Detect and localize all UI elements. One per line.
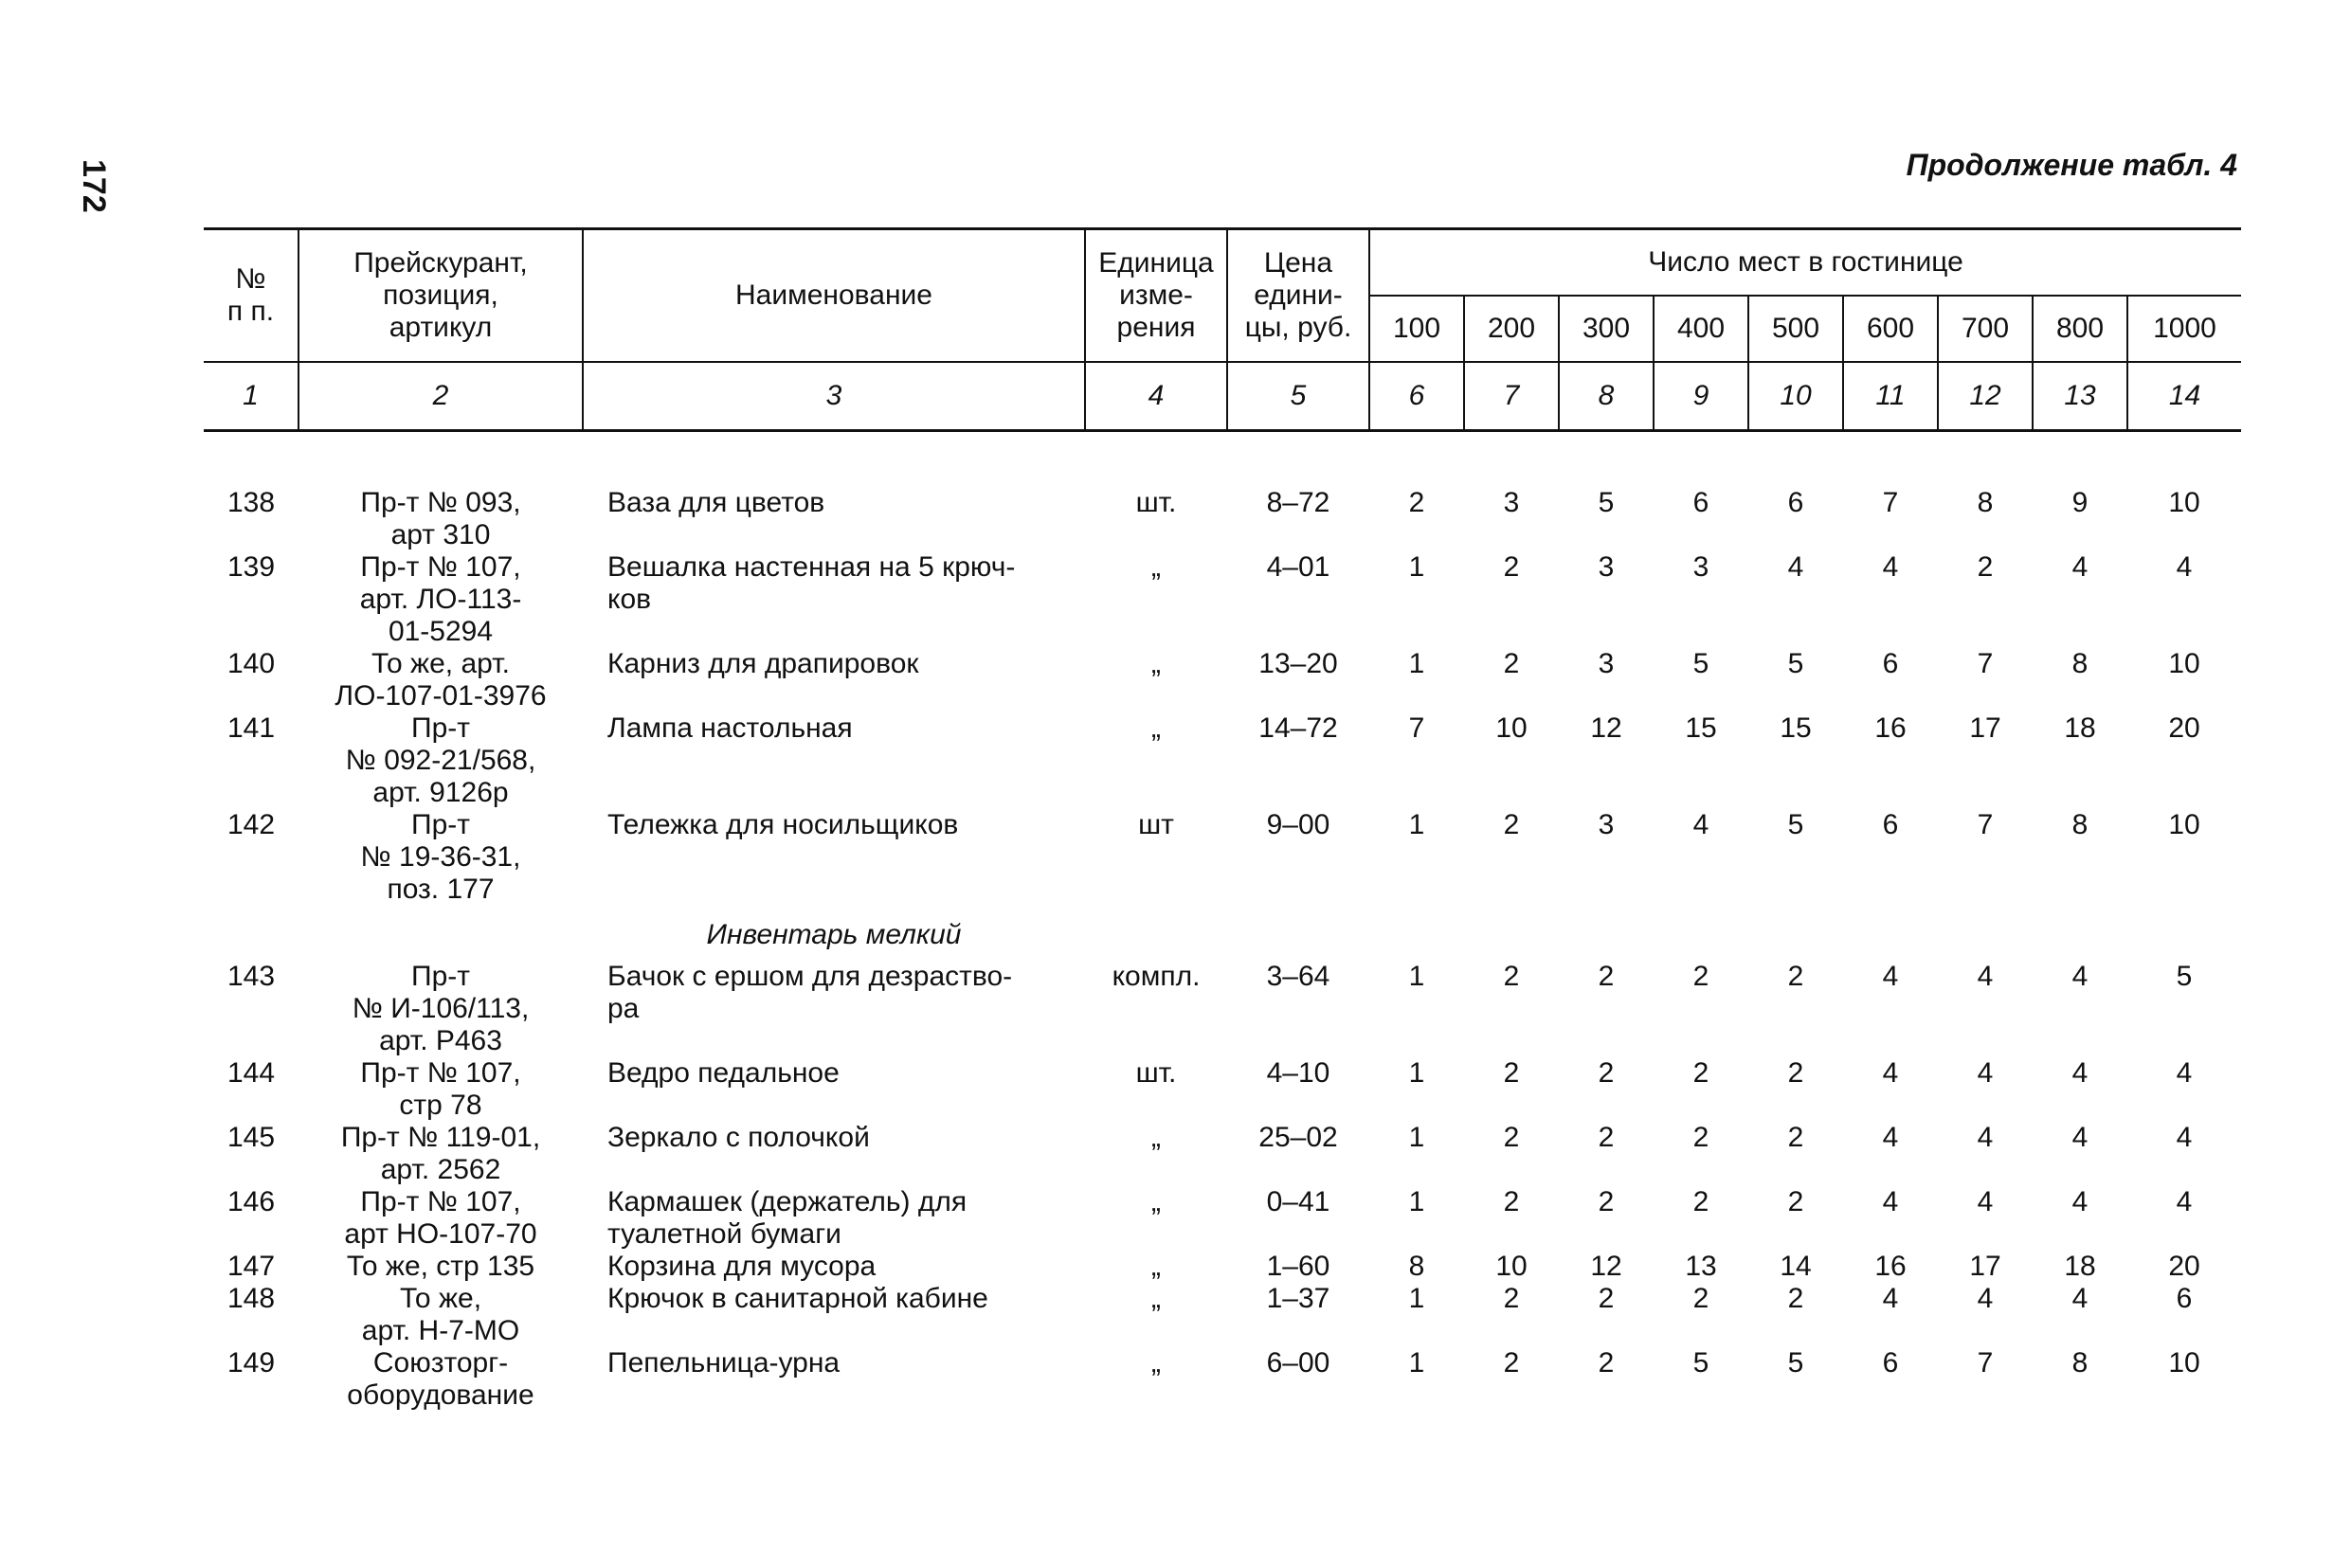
- row-quantity: 14: [1780, 1251, 1812, 1282]
- row-quantity: 10: [1495, 1251, 1528, 1282]
- row-quantity: 4: [2071, 961, 2089, 992]
- header-places-600: 600: [1843, 296, 1938, 362]
- table-row: [204, 1283, 2241, 1347]
- row-quantity: 2: [1692, 1283, 1709, 1314]
- column-number: 2: [298, 362, 583, 431]
- row-quantity: 1: [1408, 551, 1425, 583]
- row-quantity: 4: [2071, 1122, 2089, 1153]
- row-unit: „: [1151, 1347, 1161, 1379]
- row-item-name: Тележка для носильщиков: [607, 809, 959, 840]
- row-quantity: 2: [1503, 961, 1520, 992]
- row-pricelist-ref: Пр-т № 093, арт 310: [360, 487, 521, 550]
- row-quantity: 15: [1685, 712, 1717, 744]
- row-quantity: 10: [2168, 487, 2200, 518]
- row-quantity: 1: [1408, 1347, 1425, 1379]
- row-quantity: 16: [1874, 712, 1907, 744]
- row-unit-price: 1–60: [1266, 1251, 1330, 1282]
- row-number: 143: [226, 961, 276, 992]
- row-quantity: 4: [1882, 961, 1899, 992]
- row-quantity: 1: [1408, 648, 1425, 679]
- section-row: [204, 906, 2241, 961]
- row-quantity: 4: [2071, 1186, 2089, 1217]
- row-quantity: 2: [1503, 551, 1520, 583]
- header-unit: Единица изме- рения: [1085, 229, 1227, 363]
- row-pricelist-ref: Пр-т № 092-21/568, арт. 9126р: [345, 712, 536, 808]
- row-number: 148: [226, 1283, 276, 1314]
- row-unit: шт.: [1135, 487, 1177, 518]
- row-quantity: 8: [2071, 809, 2089, 840]
- row-quantity: 1: [1408, 1186, 1425, 1217]
- row-quantity: 10: [2168, 648, 2200, 679]
- row-quantity: 4: [1977, 1186, 1994, 1217]
- column-number: 13: [2033, 362, 2127, 431]
- header-places-1000: 1000: [2127, 296, 2241, 362]
- row-quantity: 7: [1977, 648, 1994, 679]
- row-item-name: Крючок в санитарной кабине: [607, 1283, 988, 1314]
- header-no: № п п.: [204, 229, 298, 363]
- row-pricelist-ref: Пр-т № 19-36-31, поз. 177: [360, 809, 521, 905]
- row-item-name: Корзина для мусора: [607, 1251, 877, 1282]
- row-item-name: Пепельница-урна: [607, 1347, 841, 1379]
- row-quantity: 4: [1977, 1283, 1994, 1314]
- row-quantity: 8: [1977, 487, 1994, 518]
- column-number: 9: [1654, 362, 1748, 431]
- row-quantity: 2: [1692, 1057, 1709, 1089]
- table-row: [204, 1122, 2241, 1186]
- row-unit: „: [1151, 1283, 1161, 1314]
- row-quantity: 18: [2064, 1251, 2096, 1282]
- row-number: 147: [226, 1251, 276, 1282]
- row-quantity: 4: [2071, 1283, 2089, 1314]
- row-unit-price: 8–72: [1266, 487, 1330, 518]
- row-quantity: 2: [1598, 961, 1615, 992]
- row-unit-price: 4–01: [1266, 551, 1330, 583]
- spacer-cell: [204, 431, 2241, 488]
- row-quantity: 15: [1780, 712, 1812, 744]
- row-unit-price: 6–00: [1266, 1347, 1330, 1379]
- header-places-700: 700: [1938, 296, 2033, 362]
- row-quantity: 4: [2176, 1186, 2193, 1217]
- row-quantity: 6: [1692, 487, 1709, 518]
- row-quantity: 5: [2176, 961, 2193, 992]
- row-pricelist-ref: Пр-т № 119-01, арт. 2562: [340, 1122, 541, 1185]
- row-quantity: 2: [1787, 961, 1804, 992]
- row-quantity: 2: [1977, 551, 1994, 583]
- row-unit-price: 1–37: [1266, 1283, 1330, 1314]
- row-quantity: 12: [1590, 1251, 1622, 1282]
- row-unit: „: [1151, 1251, 1161, 1282]
- row-quantity: 2: [1503, 1122, 1520, 1153]
- table-row: [204, 712, 2241, 809]
- row-pricelist-ref: Пр-т № 107, арт НО-107-70: [344, 1186, 537, 1250]
- column-number: 8: [1559, 362, 1654, 431]
- page-number: 172: [76, 159, 112, 213]
- table-row: [204, 961, 2241, 1057]
- header-places-100: 100: [1369, 296, 1464, 362]
- row-quantity: 4: [2176, 1057, 2193, 1089]
- table-row: [204, 1347, 2241, 1412]
- row-quantity: 7: [1977, 1347, 1994, 1379]
- row-unit: „: [1151, 1122, 1161, 1153]
- table-row: [204, 1251, 2241, 1283]
- column-number: 4: [1085, 362, 1227, 431]
- row-quantity: 20: [2168, 712, 2200, 744]
- table-row: [204, 809, 2241, 906]
- spacer-row: [204, 431, 2241, 488]
- row-quantity: 4: [1692, 809, 1709, 840]
- row-pricelist-ref: Пр-т № 107, арт. ЛО-113- 01-5294: [359, 551, 522, 647]
- row-quantity: 1: [1408, 1122, 1425, 1153]
- row-quantity: 2: [1503, 809, 1520, 840]
- row-unit: „: [1151, 712, 1161, 744]
- row-quantity: 9: [2071, 487, 2089, 518]
- row-quantity: 20: [2168, 1251, 2200, 1282]
- row-item-name: Ведро педальное: [607, 1057, 840, 1089]
- row-quantity: 2: [1598, 1122, 1615, 1153]
- row-quantity: 17: [1969, 712, 2001, 744]
- row-quantity: 6: [1882, 809, 1899, 840]
- row-unit: „: [1151, 648, 1161, 679]
- row-quantity: 10: [2168, 809, 2200, 840]
- column-number: 12: [1938, 362, 2033, 431]
- row-quantity: 6: [1787, 487, 1804, 518]
- row-quantity: 2: [1598, 1057, 1615, 1089]
- row-quantity: 2: [1503, 1347, 1520, 1379]
- row-number: 138: [226, 487, 276, 518]
- table-row: [204, 648, 2241, 712]
- row-quantity: 2: [1692, 1186, 1709, 1217]
- row-quantity: 4: [1882, 1283, 1899, 1314]
- row-quantity: 4: [1787, 551, 1804, 583]
- row-pricelist-ref: То же, арт. Н-7-МО: [361, 1283, 520, 1346]
- column-number: 5: [1227, 362, 1369, 431]
- row-quantity: 1: [1408, 961, 1425, 992]
- row-quantity: 2: [1503, 1283, 1520, 1314]
- row-quantity: 7: [1977, 809, 1994, 840]
- row-quantity: 4: [1882, 1122, 1899, 1153]
- row-item-name: Кармашек (держатель) для туалетной бумаги: [607, 1186, 968, 1250]
- row-quantity: 5: [1692, 648, 1709, 679]
- row-quantity: 17: [1969, 1251, 2001, 1282]
- section-title: Инвентарь мелкий: [706, 919, 962, 950]
- row-quantity: 4: [1977, 961, 1994, 992]
- row-number: 140: [226, 648, 276, 679]
- row-quantity: 2: [1692, 961, 1709, 992]
- row-quantity: 8: [2071, 648, 2089, 679]
- row-quantity: 5: [1787, 648, 1804, 679]
- column-number: 7: [1464, 362, 1559, 431]
- row-quantity: 4: [1977, 1122, 1994, 1153]
- row-quantity: 3: [1503, 487, 1520, 518]
- row-quantity: 5: [1692, 1347, 1709, 1379]
- row-quantity: 8: [1408, 1251, 1425, 1282]
- row-quantity: 3: [1598, 648, 1615, 679]
- header-places-400: 400: [1654, 296, 1748, 362]
- continuation-caption: Продолжение табл. 4: [1906, 148, 2237, 182]
- column-number: 10: [1748, 362, 1843, 431]
- row-item-name: Лампа настольная: [607, 712, 853, 744]
- row-unit: „: [1151, 551, 1161, 583]
- row-quantity: 4: [1882, 551, 1899, 583]
- row-quantity: 4: [1977, 1057, 1994, 1089]
- row-quantity: 5: [1787, 1347, 1804, 1379]
- row-quantity: 2: [1503, 648, 1520, 679]
- row-unit: „: [1151, 1186, 1161, 1217]
- row-quantity: 2: [1598, 1186, 1615, 1217]
- row-quantity: 10: [2168, 1347, 2200, 1379]
- row-quantity: 6: [1882, 1347, 1899, 1379]
- row-quantity: 7: [1408, 712, 1425, 744]
- row-pricelist-ref: То же, стр 135: [346, 1251, 535, 1282]
- row-quantity: 2: [1598, 1283, 1615, 1314]
- row-quantity: 2: [1408, 487, 1425, 518]
- header-places-300: 300: [1559, 296, 1654, 362]
- row-quantity: 4: [1882, 1057, 1899, 1089]
- row-quantity: 6: [1882, 648, 1899, 679]
- row-pricelist-ref: Пр-т № 107, стр 78: [360, 1057, 521, 1121]
- header-places-group: Число мест в гостинице: [1369, 229, 2241, 297]
- row-quantity: 2: [1503, 1057, 1520, 1089]
- header-price: Цена едини- цы, руб.: [1227, 229, 1369, 363]
- table-row: [204, 1186, 2241, 1251]
- row-number: 141: [226, 712, 276, 744]
- row-quantity: 13: [1685, 1251, 1717, 1282]
- row-pricelist-ref: Пр-т № И-106/113, арт. Р463: [352, 961, 530, 1056]
- row-number: 142: [226, 809, 276, 840]
- row-quantity: 2: [1787, 1186, 1804, 1217]
- row-quantity: 1: [1408, 1057, 1425, 1089]
- row-quantity: 4: [2176, 551, 2193, 583]
- row-number: 144: [226, 1057, 276, 1089]
- row-unit-price: 0–41: [1266, 1186, 1330, 1217]
- row-unit: компл.: [1112, 961, 1201, 992]
- header-places-200: 200: [1464, 296, 1559, 362]
- row-number: 139: [226, 551, 276, 583]
- row-item-name: Зеркало с полочкой: [607, 1122, 870, 1153]
- row-item-name: Ваза для цветов: [607, 487, 825, 518]
- row-number: 145: [226, 1122, 276, 1153]
- header-places-800: 800: [2033, 296, 2127, 362]
- column-number: 1: [204, 362, 298, 431]
- row-number: 149: [226, 1347, 276, 1379]
- column-number: 11: [1843, 362, 1938, 431]
- row-pricelist-ref: То же, арт. ЛО-107-01-3976: [335, 648, 547, 712]
- row-quantity: 6: [2176, 1283, 2193, 1314]
- row-item-name: Бачок с ершом для дезраство- ра: [607, 961, 1013, 1024]
- table-row: [204, 1057, 2241, 1122]
- row-quantity: 2: [1787, 1057, 1804, 1089]
- header-name: Наименование: [583, 229, 1085, 363]
- row-quantity: 18: [2064, 712, 2096, 744]
- section-blank: [1085, 906, 2241, 961]
- row-quantity: 2: [1503, 1186, 1520, 1217]
- row-quantity: 3: [1598, 551, 1615, 583]
- row-unit: шт: [1138, 809, 1174, 840]
- header-places-500: 500: [1748, 296, 1843, 362]
- row-quantity: 12: [1590, 712, 1622, 744]
- row-item-name: Карниз для драпировок: [607, 648, 919, 679]
- column-number: 6: [1369, 362, 1464, 431]
- row-quantity: 4: [2176, 1122, 2193, 1153]
- row-quantity: 4: [2071, 1057, 2089, 1089]
- row-quantity: 7: [1882, 487, 1899, 518]
- row-number: 146: [226, 1186, 276, 1217]
- row-unit: шт.: [1135, 1057, 1177, 1089]
- row-quantity: 5: [1787, 809, 1804, 840]
- row-quantity: 3: [1598, 809, 1615, 840]
- row-quantity: 5: [1598, 487, 1615, 518]
- row-item-name: Вешалка настенная на 5 крюч- ков: [607, 551, 1016, 615]
- row-quantity: 2: [1692, 1122, 1709, 1153]
- row-unit-price: 3–64: [1266, 961, 1330, 992]
- row-unit-price: 14–72: [1258, 712, 1338, 744]
- column-numbers-row: [204, 362, 2241, 431]
- table-row: [204, 551, 2241, 648]
- column-number: 14: [2127, 362, 2241, 431]
- row-quantity: 4: [2071, 551, 2089, 583]
- inventory-table: [204, 227, 2241, 1412]
- row-unit-price: 4–10: [1266, 1057, 1330, 1089]
- table-row: [204, 487, 2241, 551]
- row-unit-price: 13–20: [1258, 648, 1338, 679]
- row-quantity: 16: [1874, 1251, 1907, 1282]
- section-blank: [204, 906, 583, 961]
- row-quantity: 2: [1787, 1283, 1804, 1314]
- row-quantity: 1: [1408, 809, 1425, 840]
- row-quantity: 3: [1692, 551, 1709, 583]
- header-ref: Прейскурант, позиция, артикул: [298, 229, 583, 363]
- row-quantity: 1: [1408, 1283, 1425, 1314]
- row-quantity: 8: [2071, 1347, 2089, 1379]
- row-quantity: 4: [1882, 1186, 1899, 1217]
- column-number: 3: [583, 362, 1085, 431]
- row-quantity: 10: [1495, 712, 1528, 744]
- row-quantity: 2: [1787, 1122, 1804, 1153]
- row-quantity: 2: [1598, 1347, 1615, 1379]
- row-unit-price: 9–00: [1266, 809, 1330, 840]
- row-unit-price: 25–02: [1258, 1122, 1338, 1153]
- row-pricelist-ref: Союзторг- оборудование: [347, 1347, 534, 1411]
- table-body: [204, 431, 2241, 1413]
